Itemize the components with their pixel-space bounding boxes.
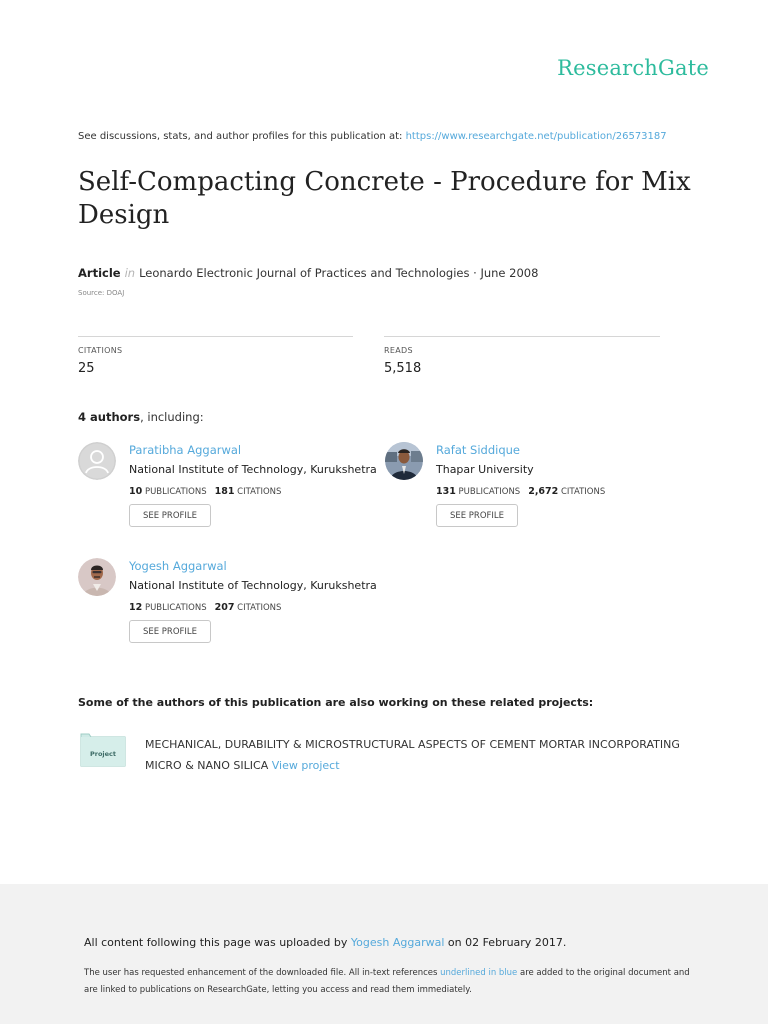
related-projects-heading: Some of the authors of this publication are also working on these related projects: [78,696,594,709]
author-stats [129,486,281,497]
publication-source: Source: DOAJ [78,289,125,297]
author-institution: Thapar University [436,463,534,476]
author-stats [129,602,281,613]
upload-notice [84,936,566,949]
view-project-link[interactable]: View project [271,759,340,772]
reads-value: 5,518 [384,361,422,376]
publication-venue: Leonardo Electronic Journal of Practices and Technologies · June 2008 [139,266,539,280]
citations-label: CITATIONS [560,487,606,497]
author-photo[interactable] [385,442,423,480]
project-icon-label: Project [89,750,117,758]
researchgate-logo[interactable]: ResearchGate [557,56,709,80]
see-profile-button[interactable]: SEE PROFILE [436,504,518,527]
enhancement-note [84,965,704,999]
author-institution: National Institute of Technology, Kurukshetra [129,463,377,476]
default-user-icon[interactable] [78,442,116,480]
publications-label: PUBLICATIONS [144,487,207,497]
authors-suffix: , including: [140,410,204,424]
reads-label: READS [384,346,413,355]
publications-count: 10 [129,486,143,497]
citations-count: 181 [214,486,235,497]
citations-label: CITATIONS [237,487,282,497]
author-name[interactable]: Rafat Siddique [436,443,520,457]
author-photo[interactable] [78,558,116,596]
footer [0,884,768,1024]
publications-label: PUBLICATIONS [458,487,521,497]
discussion-text: See discussions, stats, and author profiles for this publication at: [78,131,406,142]
citations-count: 207 [214,602,235,613]
citations-label: CITATIONS [78,346,123,355]
discussion-line [78,131,667,142]
citations-label: CITATIONS [237,603,282,613]
note-prefix: The user has requested enhancement of the downloaded file. All in-text references [84,968,441,978]
project-text [145,734,705,776]
upload-prefix: All content following this page was uploaded by [84,936,351,949]
citations-rule [78,336,353,337]
publications-label: PUBLICATIONS [144,603,207,613]
author-stats [436,486,605,497]
see-profile-button[interactable]: SEE PROFILE [129,620,211,643]
project-icon[interactable] [80,733,126,767]
citations-count: 2,672 [528,486,559,497]
see-profile-button[interactable]: SEE PROFILE [129,504,211,527]
publication-type: Article [78,266,121,280]
author-name[interactable]: Paratibha Aggarwal [129,443,242,457]
publication-meta [78,266,538,280]
underlined-link-example[interactable]: underlined in blue [440,968,518,978]
author-institution: National Institute of Technology, Kurukshetra [129,579,377,592]
publications-count: 131 [436,486,456,497]
uploader-link[interactable]: Yogesh Aggarwal [350,936,445,949]
reads-rule [384,336,660,337]
upload-suffix: on 02 February 2017. [444,936,567,949]
in-word: in [124,266,136,280]
citations-value: 25 [78,361,95,376]
publication-url-link[interactable]: https://www.researchgate.net/publication/26573187 [405,131,667,142]
authors-count: 4 authors [78,410,141,424]
publication-title: Self-Compacting Concrete - Procedure for Mix Design [78,167,691,230]
author-name[interactable]: Yogesh Aggarwal [129,559,227,573]
note-suffix: are added to the original document and are linked to publications on ResearchGate, letting you access and read them immediately. [84,968,690,995]
publications-count: 12 [129,602,143,613]
project-title: MECHANICAL, DURABILITY & MICROSTRUCTURAL ASPECTS OF CEMENT MORTAR INCORPORATING MICRO & NANO SILICA [145,738,680,772]
authors-heading [78,410,204,424]
